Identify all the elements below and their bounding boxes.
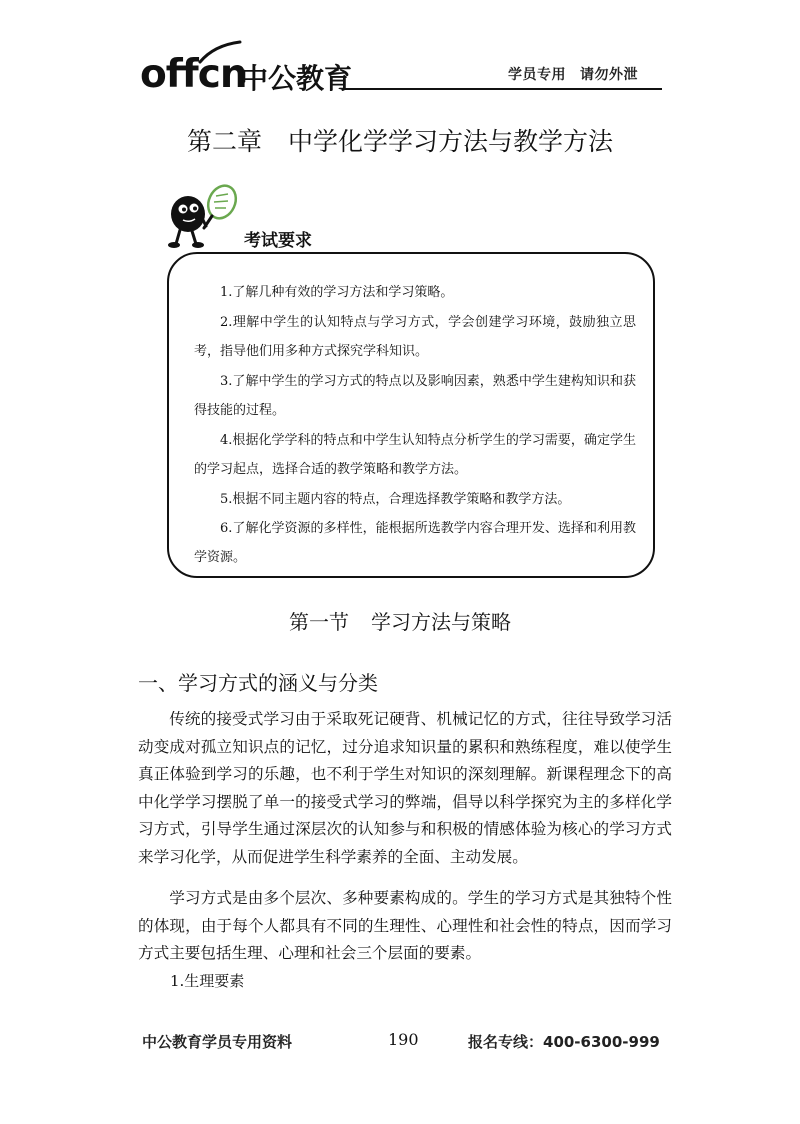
header-rule xyxy=(344,88,662,90)
list-item-physiological: 1.生理要素 xyxy=(170,972,245,990)
body-paragraph: 学习方式是由多个层次、多种要素构成的。学生的学习方式是其独特个性的体现，由于每个人都具有不同的生理性、心理性和社会性的特点，因而学习方式主要包括生理、心理和社会三个层面的要素。 xyxy=(138,889,672,962)
section-number: 第一节 xyxy=(289,610,349,634)
header-note-no-leak: 请勿外泄 xyxy=(580,67,638,83)
section-name: 学习方法与策略 xyxy=(371,610,511,634)
logo-latin-text: offcn xyxy=(140,52,247,97)
section-title xyxy=(0,606,800,635)
chapter-number: 第二章 xyxy=(186,127,262,156)
subsection-heading: 一、学习方式的涵义与分类 xyxy=(138,671,378,695)
footer-hotline: 报名专线：400-6300-999 xyxy=(468,1033,660,1051)
header-note-members-only: 学员专用 xyxy=(508,67,566,83)
footer-left-label: 中公教育学员专用资料 xyxy=(142,1033,293,1051)
logo-chinese-text: 中公教育 xyxy=(240,62,353,95)
requirement-item: 1.了解几种有效的学习方法和学习策略。 xyxy=(220,285,454,300)
mascot-with-racket-icon xyxy=(166,182,244,252)
body-paragraph: 传统的接受式学习由于采取死记硬背、机械记忆的方式，往往导致学习活动变成对孤立知识点的记忆，过分追求知识量的累积和熟练程度，难以使学生真正体验到学习的乐趣，也不利于学生对知识的深刻理解。新课程理念下的高中化学学习摆脱了单一的接受式学习的弊端，倡导以科学探究为主的多样化学习方式，引导学生通过深层次的认知参与和积极的情感体验为核心的学习方式来学习化学，从而促进学生科学素养的全面、主动发展。 xyxy=(138,710,672,866)
exam-requirements-box xyxy=(167,252,655,578)
requirement-item: 2.理解中学生的认知特点与学习方式，学会创建学习环境，鼓励独立思考，指导他们用多种方式探究学科知识。 xyxy=(194,315,636,359)
requirement-item: 5.根据不同主题内容的特点，合理选择教学策略和教学方法。 xyxy=(220,492,571,507)
logo-swoosh-icon xyxy=(198,40,242,66)
requirement-item: 6.了解化学资源的多样性，能根据所选教学内容合理开发、选择和利用教学资源。 xyxy=(194,521,636,565)
requirement-item: 4.根据化学学科的特点和中学生认知特点分析学生的学习需要，确定学生的学习起点，选择合适的教学策略和教学方法。 xyxy=(194,433,636,477)
header-notice xyxy=(508,64,638,84)
page-number: 190 xyxy=(388,1030,419,1049)
chapter-title xyxy=(0,122,800,158)
exam-requirements-heading: 考试要求 xyxy=(244,231,312,251)
requirement-item: 3.了解中学生的学习方式的特点以及影响因素，熟悉中学生建构知识和获得技能的过程。 xyxy=(194,374,636,418)
chapter-name: 中学化学学习方法与教学方法 xyxy=(288,127,614,156)
